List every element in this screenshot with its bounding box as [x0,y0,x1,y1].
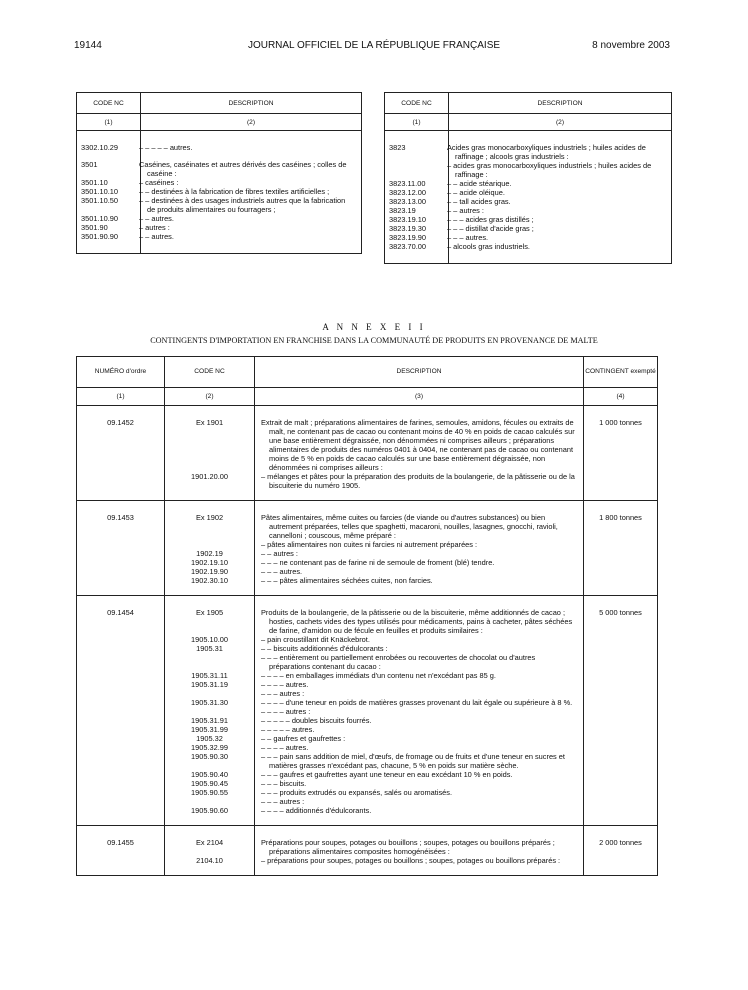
right-tariff-table [384,92,672,264]
nc-code [165,797,254,806]
nc-code: 1905.90.55 [191,788,228,797]
table-row [77,196,362,214]
description-line: – pain croustillant dit Knäckebrot. [261,635,370,644]
nc-code: 3823.19 [385,206,449,215]
nc-code: 1905.31.91 [191,716,228,725]
col-number: (2) [141,114,362,131]
nc-code: 1905.31.11 [191,671,228,680]
nc-code: 2104.10 [196,856,223,865]
nc-code: 3501.90.90 [77,232,141,254]
table-row [385,131,672,162]
nc-code: Ex 1901 [195,418,224,427]
description-line: – – – – – doubles biscuits fourrés. [261,716,372,725]
description-line: – préparations pour soupes, potages ou bouillons ; soupes, potages ou bouillons préparés : [261,856,561,865]
table-row [77,232,362,254]
description: – – destinées à des usages industriels autres que la fabrication de produits alimentaires ou fourragers ; [139,196,346,214]
nc-code: 1902.19 [196,549,223,558]
nc-code: 3823 [385,131,449,162]
description: Caséines, caséinates et autres dérivés des caséines ; colles de caséine : [139,160,347,178]
order-number: 09.1452 [77,406,165,501]
quota-amount: 5 000 tonnes [584,596,658,826]
nc-code: 1905.31 [196,644,223,653]
table-row [77,152,362,160]
nc-code: 3823.13.00 [385,197,449,206]
table-row [77,178,362,187]
col-number: (2) [165,388,255,406]
quota-row [77,501,658,596]
col-header-description: DESCRIPTION [141,93,362,114]
description-line: – – – autres : [261,797,305,806]
col-header-quota: CONTINGENT exempté [584,357,658,388]
description: – – – distillat d'acide gras ; [447,224,534,233]
description: – – autres. [139,214,174,223]
description-line: – – – – autres : [261,707,311,716]
nc-codes [165,596,255,826]
col-number: (2) [449,114,672,131]
nc-code [165,689,254,698]
quota-amount: 1 800 tonnes [584,501,658,596]
order-number: 09.1453 [77,501,165,596]
description-cell [255,596,584,826]
nc-code: 3302.10.29 [77,131,141,153]
quota-table [76,356,658,876]
description-line: – – – entièrement ou partiellement enrobées ou recouvertes de chocolat ou d'autres préparations contenant du cacao : [261,653,536,671]
description-line: – – – gaufres et gaufrettes ayant une teneur en eau excédant 10 % en poids. [261,770,513,779]
nc-code: 3501.10 [77,178,141,187]
annex-title: A N N E X E I I [322,322,426,332]
description-line: – – – autres : [261,689,305,698]
nc-code: 3823.11.00 [385,179,449,188]
nc-code: 3501.90 [77,223,141,232]
description-line: – – – – autres. [261,743,309,752]
table-row [77,223,362,232]
col-number: (4) [584,388,658,406]
nc-code [165,653,254,671]
description-line: – – gaufres et gaufrettes : [261,734,346,743]
description-line: – – biscuits additionnés d'édulcorants : [261,644,388,653]
nc-code [385,161,449,179]
description-line: – – – – autres. [261,680,309,689]
publication-date: 8 novembre 2003 [592,40,670,51]
description: – acides gras monocarboxyliques industriels ; huiles acides de raffinage : [447,161,652,179]
nc-code: 3823.70.00 [385,242,449,264]
description-line: – – – produits extrudés ou expansés, salés ou aromatisés. [261,788,453,797]
description: – – – autres. [447,233,489,242]
description-line: – – – – d'une teneur en poids de matières grasses provenant du lait égale ou supérieure à 8 %. [261,698,573,707]
nc-code: 1905.90.60 [191,806,228,815]
col-number: (3) [255,388,584,406]
nc-code [165,707,254,716]
nc-codes [165,501,255,596]
description-line: – – – – – autres. [261,725,315,734]
nc-code: 1905.32.99 [191,743,228,752]
description-line: Préparations pour soupes, potages ou bouillons ; soupes, potages ou bouillons préparés ; préparations alimentaires composites homogénéisées : [261,838,555,856]
nc-code: 1905.10.00 [191,635,228,644]
description: – – – – – autres. [139,143,193,152]
table-row [385,242,672,264]
nc-code: 1905.31.19 [191,680,228,689]
nc-code: Ex 1905 [195,608,224,617]
description-line: Pâtes alimentaires, même cuites ou farcies (de viande ou d'autres substances) ou bien autrement préparées, telles que spaghetti, macaroni, nouilles, lasagnes, gnocchi, ravioli, cannelloni ; couscous, même préparé : [261,513,558,540]
table-row [385,215,672,224]
description-cell [255,406,584,501]
col-header-order-number: NUMÉRO d'ordre [77,357,165,388]
nc-code: 1905.90.45 [191,779,228,788]
col-header-description: DESCRIPTION [255,357,584,388]
description: – – tall acides gras. [447,197,511,206]
order-number: 09.1454 [77,596,165,826]
quota-row [77,596,658,826]
col-header-code: CODE NC [165,357,255,388]
nc-code: 3823.19.90 [385,233,449,242]
nc-code: Ex 1902 [195,513,224,522]
quota-row [77,826,658,876]
nc-codes [165,406,255,501]
table-row [77,214,362,223]
description: – alcools gras industriels. [447,242,530,251]
table-row [385,188,672,197]
quota-row [77,406,658,501]
table-row [385,179,672,188]
nc-code: Ex 2104 [195,838,224,847]
annex-subtitle: CONTINGENTS D'IMPORTATION EN FRANCHISE DANS LA COMMUNAUTÉ DE PRODUITS EN PROVENANCE DE MALTE [150,336,598,345]
description-cell [255,826,584,876]
nc-code: 1902.19.90 [191,567,228,576]
description-line: Extrait de malt ; préparations alimentaires de farines, semoules, amidons, fécules ou extraits de malt, ne contenant pas de cacao ou contenant moins de 40 % en poids de cacao calculés sur une base entièrement dégraissée, non dénommées ni comprises ailleurs ; préparations alimentaires de produits des numéros 0401 à 0404, ne contenant pas de cacao ou contenant moins de 5 % en poids de cacao calculés sur une base entièrement dégraissée, non dénommées ni comprises ailleurs : [261,418,575,472]
description [141,152,362,160]
description: – – autres. [139,232,174,241]
table-row [385,197,672,206]
col-header-description: DESCRIPTION [449,93,672,114]
nc-code: 1905.90.40 [191,770,228,779]
description-line: – – – – en emballages immédiats d'un contenu net n'excédant pas 85 g. [261,671,496,680]
table-row [77,160,362,178]
nc-code: 3501.10.50 [77,196,141,214]
col-header-code: CODE NC [77,93,141,114]
nc-code: 3501 [77,160,141,178]
nc-code: 3501.10.90 [77,214,141,223]
nc-code: 1905.32 [196,734,223,743]
table-row [385,224,672,233]
journal-title: JOURNAL OFFICIEL DE LA RÉPUBLIQUE FRANÇAISE [247,40,501,51]
col-number: (1) [385,114,449,131]
description: Acides gras monocarboxyliques industriels ; huiles acides de raffinage ; alcools gras industriels : [447,143,646,161]
description-line: – pâtes alimentaires non cuites ni farcies ni autrement préparées : [261,540,478,549]
description-line: Produits de la boulangerie, de la pâtisserie ou de la biscuiterie, même additionnés de cacao ; hosties, cachets vides des types utilisés pour médicaments, pains à cacheter, pâtes séchées de farine, d'amidon ou de fécule en feuilles et produits similaires : [261,608,573,635]
quota-amount: 2 000 tonnes [584,826,658,876]
nc-code: 1905.90.30 [191,752,228,761]
col-number: (1) [77,114,141,131]
nc-code [165,540,254,549]
nc-code: 3823.19.10 [385,215,449,224]
description-line: – – – pain sans addition de miel, d'œufs, de fromage ou de fruits et d'une teneur en sucres et matières grasses n'excédant pas, chacune, 5 % en poids sur matière sèche. [261,752,565,770]
table-row [385,233,672,242]
col-number: (1) [77,388,165,406]
table-row [77,187,362,196]
description-line: – – – pâtes alimentaires séchées cuites, non farcies. [261,576,433,585]
nc-code: 1902.30.10 [191,576,228,585]
description-line: – – autres : [261,549,298,558]
description: – – acide stéarique. [447,179,512,188]
description: – – acide oléique. [447,188,505,197]
nc-code: 3501.10.10 [77,187,141,196]
order-number: 09.1455 [77,826,165,876]
description: – – destinées à la fabrication de fibres textiles artificielles ; [139,187,330,196]
table-row [385,206,672,215]
table-row [77,131,362,153]
description: – – – acides gras distillés ; [447,215,534,224]
description-line: – – – – additionnés d'édulcorants. [261,806,372,815]
description: – autres : [139,223,170,232]
nc-code: 3823.12.00 [385,188,449,197]
table-row [385,161,672,179]
nc-code: 1901.20.00 [191,472,228,481]
description-cell [255,501,584,596]
description-line: – – – biscuits. [261,779,307,788]
nc-code: 3823.19.30 [385,224,449,233]
nc-code [77,152,141,160]
description: – caséines : [139,178,179,187]
description-line: – mélanges et pâtes pour la préparation des produits de la boulangerie, de la pâtisserie ou de la biscuiterie du numéro 1905. [261,472,575,490]
left-tariff-table [76,92,362,254]
page-number: 19144 [74,40,102,51]
nc-code: 1905.31.30 [191,698,228,707]
quota-amount: 1 000 tonnes [584,406,658,501]
description-line: – – – ne contenant pas de farine ni de semoule de froment (blé) tendre. [261,558,495,567]
description-line: – – – autres. [261,567,303,576]
nc-code: 1902.19.10 [191,558,228,567]
col-header-code: CODE NC [385,93,449,114]
nc-codes [165,826,255,876]
description: – – autres : [447,206,484,215]
nc-code: 1905.31.99 [191,725,228,734]
